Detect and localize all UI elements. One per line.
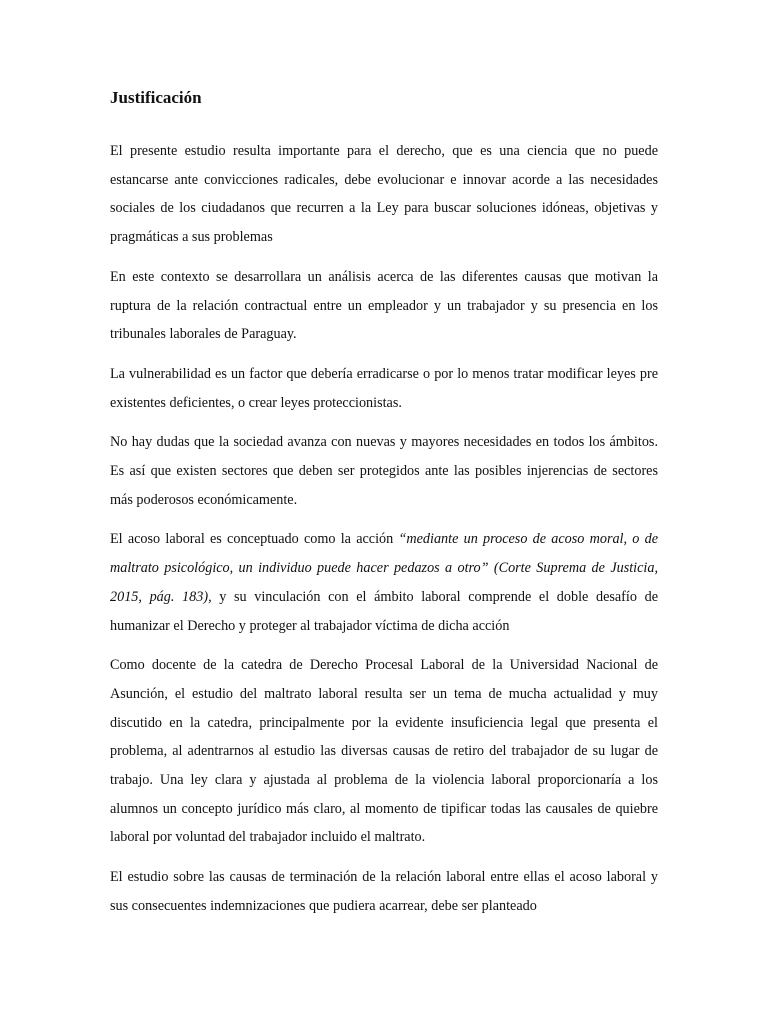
harassment-quote: “mediante un proceso de acoso moral, o de maltrato psicológico, un individuo puede hacer pedazos a otro”: [110, 531, 658, 577]
paragraph-importance: El presente estudio resulta importante para el derecho, que es una ciencia que no puede estancarse ante convicciones radicales, debe evolucionar e innovar acorde a las necesidades sociales de los ciudadanos que recurren a la Ley para buscar soluciones idóneas, objetivas y pragmáticas a sus problemas: [110, 143, 658, 246]
harassment-continuation-text: , y su vinculación con el ámbito laboral comprende el doble desafío de humanizar el Derecho y proteger al trabajador víctima de dicha acción: [110, 588, 658, 634]
paragraph-workplace-harassment: [110, 525, 658, 640]
harassment-intro-text: El acoso laboral es conceptuado como la acción: [110, 531, 399, 548]
paragraph-termination-study: El estudio sobre las causas de terminación de la relación laboral entre ellas el acoso laboral y sus consecuentes indemnizaciones que pudiera acarrear, debe ser planteado: [110, 869, 658, 914]
paragraph-society: No hay dudas que la sociedad avanza con nuevas y mayores necesidades en todos los ámbitos. Es así que existen sectores que deben ser protegidos ante las posibles injerencias de sectores más poderosos económicamente.: [110, 434, 658, 508]
paragraph-vulnerability: La vulnerabilidad es un factor que debería erradicarse o por lo menos tratar modificar leyes pre existentes deficientes, o crear leyes proteccionistas.: [110, 365, 658, 411]
harassment-citation: (Corte Suprema de Justicia, 2015, pág. 183): [110, 560, 658, 605]
section-heading: Justificación: [110, 88, 202, 107]
document-body: [110, 84, 658, 932]
paragraph-context: En este contexto se desarrollara un análisis acerca de las diferentes causas que motivan la ruptura de la relación contractual entre un empleador y un trabajador y su presencia en los tribunales laborales de Paraguay.: [110, 268, 658, 343]
paragraph-teaching-experience: Como docente de la catedra de Derecho Procesal Laboral de la Universidad Nacional de Asunción, el estudio del maltrato laboral resulta ser un tema de mucha actualidad y muy discutido en la catedra, principalmente por la evidente insuficiencia legal que presenta el problema, al adentrarnos al estudio las diversas causas de retiro del trabajador de su lugar de trabajo. Una ley clara y ajustada al problema de la violencia laboral proporcionaría a los alumnos un concepto jurídico más claro, al momento de tipificar todas las causales de quiebre laboral por voluntad del trabajador incluido el maltrato.: [110, 657, 658, 846]
